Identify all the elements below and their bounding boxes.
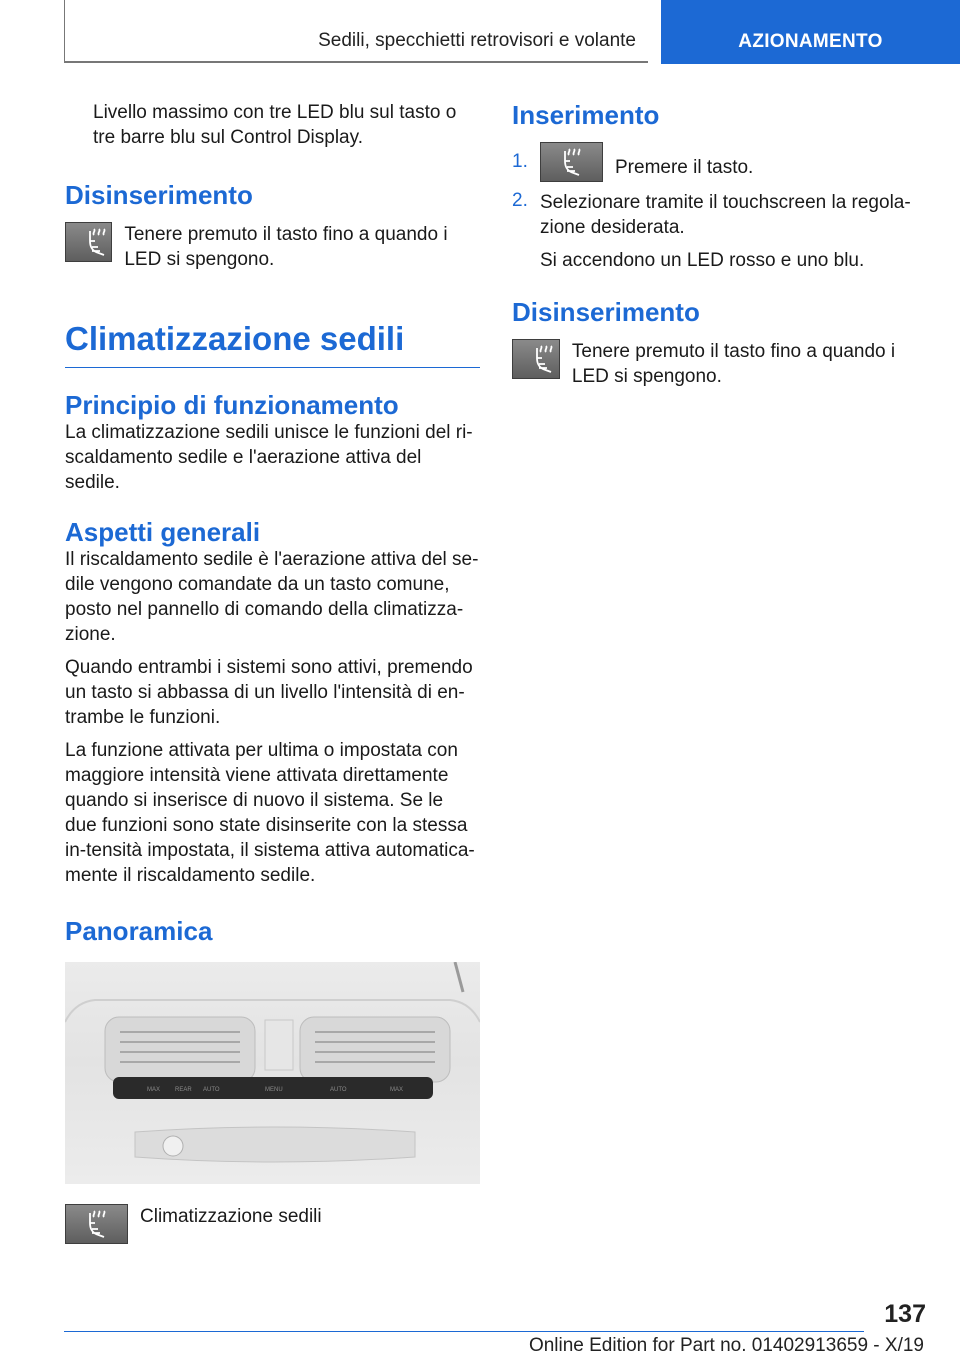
photo-caption: Climatizzazione sedili: [140, 1206, 322, 1227]
inserimento-heading: Inserimento: [512, 100, 660, 130]
seat-climate-icon: [65, 222, 112, 262]
step-2-text: Selezionare tramite il touchscreen la regola-zione desiderata.: [540, 192, 911, 238]
header-section-title: Sedili, specchietti retrovisori e volante: [318, 30, 636, 51]
right-column: [512, 100, 932, 389]
disinserimento-row-left: [65, 222, 480, 272]
header-chapter-tab[interactable]: [661, 0, 960, 64]
header-chapter-label: AZIONAMENTO: [738, 31, 883, 52]
left-column: [65, 100, 480, 1244]
panoramica-heading: Panoramica: [65, 916, 213, 946]
climate-panel-photo: [65, 962, 480, 1184]
caption-row: [65, 1204, 480, 1244]
photo-button-auto-right: AUTO: [330, 1087, 347, 1093]
photo-button-rear: REAR: [175, 1087, 192, 1093]
disinserimento-heading-right: Disinserimento: [512, 297, 700, 327]
photo-button-menu: MENU: [265, 1087, 283, 1093]
aspetti-p2: Quando entrambi i sistemi sono attivi, premendo un tasto si abbassa di un livello l'intensità di en-trambe le funzioni.: [65, 657, 473, 728]
seat-climate-icon: [540, 142, 603, 182]
footer-edition: Online Edition for Part no. 01402913659 - X/19: [528, 1335, 924, 1356]
step-1: [512, 142, 932, 182]
step-2: [512, 190, 932, 240]
aspetti-p1: Il riscaldamento sedile è l'aerazione attiva del se-dile vengono comandate da un tasto comune, posto nel pannello di comando della climatizza-zione.: [65, 549, 479, 645]
disinserimento-row-right: [512, 339, 932, 389]
disinserimento-heading-left: Disinserimento: [65, 180, 253, 210]
header-section-box: [64, 0, 648, 62]
seat-climate-icon: [65, 1204, 128, 1244]
photo-button-max-left: MAX: [147, 1087, 161, 1093]
step-1-text: Premere il tasto.: [615, 156, 754, 178]
page-number: 137: [884, 1300, 926, 1328]
aspetti-heading: Aspetti generali: [65, 517, 261, 547]
step-1-number: 1.: [512, 151, 528, 172]
photo-button-auto-left: AUTO: [203, 1087, 220, 1093]
main-heading: Climatizzazione sedili: [65, 320, 405, 357]
disinserimento-text-left: Tenere premuto il tasto fino a quando i LED si spengono.: [124, 224, 448, 270]
header-rule: [64, 62, 648, 63]
step-2-note: Si accendono un LED rosso e uno blu.: [540, 250, 865, 271]
intro-text: Livello massimo con tre LED blu sul tasto o tre barre blu sul Control Display.: [93, 102, 457, 148]
climate-panel-illustration: [65, 962, 480, 1184]
seat-climate-icon: [512, 339, 560, 379]
main-heading-rule: [65, 367, 480, 368]
step-2-number: 2.: [512, 190, 528, 211]
principio-text: La climatizzazione sedili unisce le funzioni del ri-scaldamento sedile e l'aerazione attiva del sedile.: [65, 422, 473, 493]
footer-rule: [64, 1331, 864, 1332]
aspetti-p3: La funzione attivata per ultima o impostata con maggiore intensità viene attivata direttamente quando si inserisce di nuovo il sistema. Se le due funzioni sono state disinserite con la stessa in-tensità impostata, il sistema attiva automatica-mente il riscaldamento sedile.: [65, 740, 475, 886]
photo-button-max-right: MAX: [390, 1087, 404, 1093]
principio-heading: Principio di funzionamento: [65, 390, 399, 420]
disinserimento-text-right: Tenere premuto il tasto fino a quando i LED si spengono.: [571, 341, 896, 387]
